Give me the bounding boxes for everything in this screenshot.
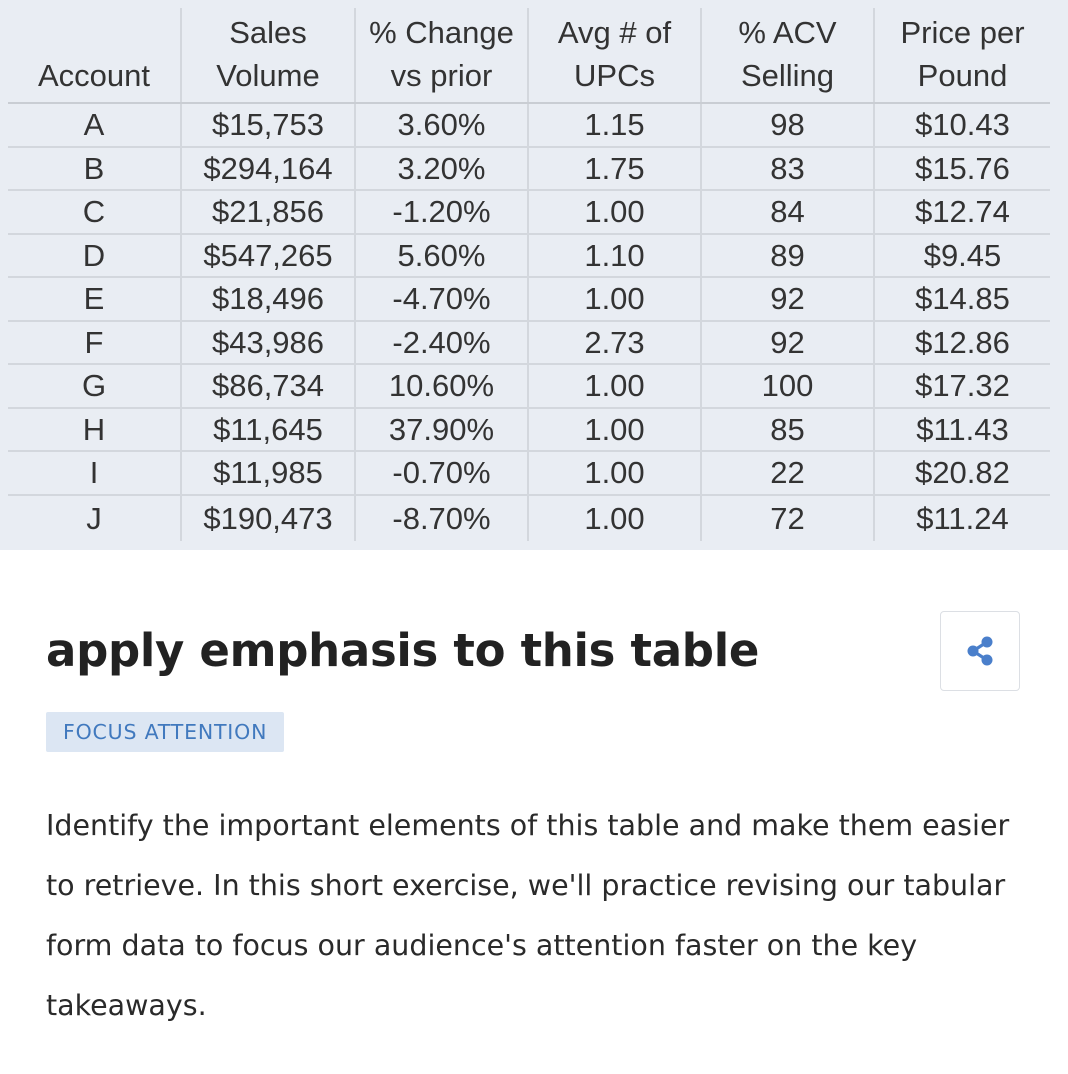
cell-sales-volume: $15,753 bbox=[181, 103, 355, 147]
cell-account: J bbox=[86, 500, 102, 536]
cell-price-per-pound: $15.76 bbox=[874, 147, 1050, 191]
cell-avg-upcs: 1.00 bbox=[528, 277, 701, 321]
cell-acv-selling: 100 bbox=[701, 364, 874, 408]
cell-acv-selling: 98 bbox=[701, 103, 874, 147]
cell-change: -2.40% bbox=[355, 321, 528, 365]
column-header-price-per-pound: Price per Pound bbox=[874, 8, 1050, 103]
cell-account: G bbox=[8, 364, 181, 408]
table-row bbox=[8, 364, 1050, 408]
cell-account: D bbox=[8, 234, 181, 278]
cell-sales-volume: $294,164 bbox=[181, 147, 355, 191]
cell-account: E bbox=[8, 277, 181, 321]
share-icon bbox=[965, 635, 995, 667]
table-row bbox=[8, 408, 1050, 452]
data-table bbox=[8, 8, 1050, 541]
cell-price-per-pound: $9.45 bbox=[874, 234, 1050, 278]
cell-price-per-pound: $12.74 bbox=[874, 190, 1050, 234]
cell-change: 37.90% bbox=[355, 408, 528, 452]
cell-price-per-pound: $17.32 bbox=[874, 364, 1050, 408]
focus-attention-tag[interactable]: FOCUS ATTENTION bbox=[46, 712, 284, 752]
cell-account: A bbox=[8, 103, 181, 147]
cell-sales-volume: $11,645 bbox=[181, 408, 355, 452]
cell-account: F bbox=[8, 321, 181, 365]
cell-acv-selling: 72 bbox=[701, 495, 874, 541]
cell-change: -4.70% bbox=[355, 277, 528, 321]
cell-avg-upcs: 1.00 bbox=[528, 408, 701, 452]
cell-price-per-pound: $11.43 bbox=[874, 408, 1050, 452]
cell-change: 10.60% bbox=[355, 364, 528, 408]
cell-price-per-pound: $12.86 bbox=[874, 321, 1050, 365]
table-row bbox=[8, 495, 1050, 541]
column-header-account: Account bbox=[8, 8, 181, 103]
table-row bbox=[8, 234, 1050, 278]
column-header-avg-upcs: Avg # of UPCs bbox=[528, 8, 701, 103]
cell-acv-selling: 92 bbox=[701, 277, 874, 321]
cell-change: -1.20% bbox=[355, 190, 528, 234]
cell-sales-volume: $18,496 bbox=[181, 277, 355, 321]
cell-change: -8.70% bbox=[355, 495, 528, 541]
cell-change: 5.60% bbox=[355, 234, 528, 278]
cell-change: 3.20% bbox=[355, 147, 528, 191]
cell-price-per-pound: $11.24 bbox=[874, 495, 1050, 541]
cell-sales-volume: $21,856 bbox=[181, 190, 355, 234]
cell-avg-upcs: 1.00 bbox=[528, 495, 701, 541]
table-row bbox=[8, 103, 1050, 147]
cell-sales-volume: $11,985 bbox=[181, 451, 355, 495]
column-header-change: % Change vs prior bbox=[355, 8, 528, 103]
cell-avg-upcs: 1.00 bbox=[528, 190, 701, 234]
cell-sales-volume: $43,986 bbox=[181, 321, 355, 365]
table-row bbox=[8, 451, 1050, 495]
column-header-acv-selling: % ACV Selling bbox=[701, 8, 874, 103]
cell-avg-upcs: 1.10 bbox=[528, 234, 701, 278]
table-row bbox=[8, 190, 1050, 234]
cell-acv-selling: 89 bbox=[701, 234, 874, 278]
table-row bbox=[8, 277, 1050, 321]
exercise-description: Identify the important elements of this table and make them easier to retrieve. In this short exercise, we'll practice revising our tabular form data to focus our audience's attention faster on the key takeaways. bbox=[46, 809, 1010, 1022]
cell-acv-selling: 92 bbox=[701, 321, 874, 365]
cell-sales-volume: $190,473 bbox=[181, 495, 355, 541]
table-row bbox=[8, 147, 1050, 191]
cell-avg-upcs: 1.75 bbox=[528, 147, 701, 191]
cell-acv-selling: 22 bbox=[701, 451, 874, 495]
cell-account: B bbox=[8, 147, 181, 191]
cell-price-per-pound: $14.85 bbox=[874, 277, 1050, 321]
page-title: apply emphasis to this table bbox=[46, 624, 760, 677]
cell-price-per-pound: $10.43 bbox=[874, 103, 1050, 147]
cell-sales-volume: $86,734 bbox=[181, 364, 355, 408]
column-header-sales-volume: Sales Volume bbox=[181, 8, 355, 103]
cell-acv-selling: 83 bbox=[701, 147, 874, 191]
cell-avg-upcs: 1.00 bbox=[528, 451, 701, 495]
cell-change: -0.70% bbox=[355, 451, 528, 495]
cell-avg-upcs: 2.73 bbox=[528, 321, 701, 365]
share-button[interactable] bbox=[940, 611, 1020, 691]
cell-account: C bbox=[8, 190, 181, 234]
cell-account: H bbox=[8, 408, 181, 452]
cell-acv-selling: 85 bbox=[701, 408, 874, 452]
cell-change: 3.60% bbox=[355, 103, 528, 147]
table-header-row bbox=[8, 8, 1050, 103]
table-row bbox=[8, 321, 1050, 365]
cell-acv-selling: 84 bbox=[701, 190, 874, 234]
cell-avg-upcs: 1.15 bbox=[528, 103, 701, 147]
cell-avg-upcs: 1.00 bbox=[528, 364, 701, 408]
cell-price-per-pound: $20.82 bbox=[874, 451, 1050, 495]
cell-account: I bbox=[8, 451, 181, 495]
cell-sales-volume: $547,265 bbox=[181, 234, 355, 278]
